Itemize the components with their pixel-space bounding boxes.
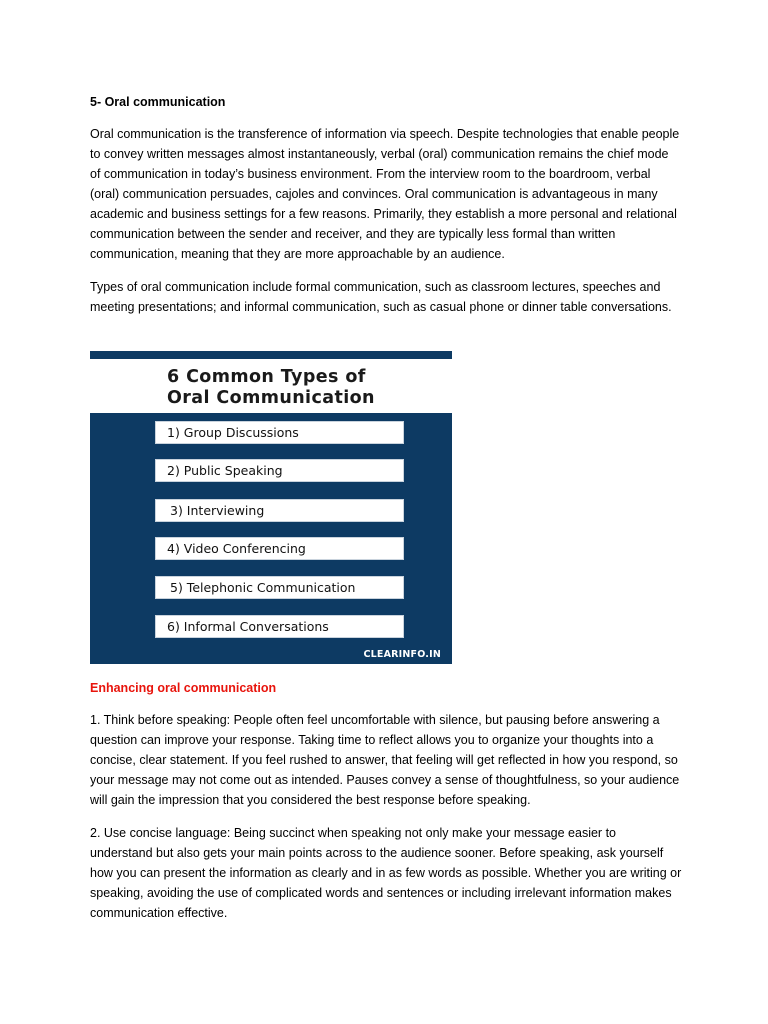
infographic-header	[90, 359, 452, 413]
intro-paragraph: Oral communication is the transference of information via speech. Despite technologies that enable people to convey written messages almost instantaneously, verbal (oral) communication remains the chief mode of communication in today’s business environment. From the interview room to the boardroom, verbal (oral) communication persuades, cajoles and convinces. Oral communication is advantageous in many academic and business settings for a few reasons. Primarily, they establish a more personal and relational communication between the sender and receiver, and they are typically less formal than written communication, meaning that they are more approachable by an audience.	[90, 127, 680, 261]
enhancing-heading: Enhancing oral communication	[90, 681, 277, 695]
infographic-item-telephonic-communication: 5) Telephonic Communication	[155, 576, 404, 599]
infographic-item-interviewing: 3) Interviewing	[155, 499, 404, 522]
infographic-title	[167, 367, 437, 409]
infographic-item-video-conferencing: 4) Video Conferencing	[155, 537, 404, 560]
oral-communication-types-infographic	[90, 351, 452, 664]
infographic-item-informal-conversations: 6) Informal Conversations	[155, 615, 404, 638]
infographic-item-public-speaking: 2) Public Speaking	[155, 459, 404, 482]
infographic-brand-watermark: CLEARINFO.IN	[363, 649, 441, 660]
section-heading: 5- Oral communication	[90, 95, 226, 109]
infographic-title-line-1: 6 Common Types of	[167, 367, 366, 387]
infographic-item-group-discussions: 1) Group Discussions	[155, 421, 404, 444]
infographic-title-line-2: Oral Communication	[167, 388, 375, 408]
tip-think-before-speaking: 1. Think before speaking: People often feel uncomfortable with silence, but pausing before answering a question can improve your response. Taking time to reflect allows you to organize your thoughts into a concise, clear statement. If you feel rushed to answer, that feeling will get reflected in how you respond, so your message may not come out as intended. Pauses convey a sense of thoughtfulness, so your audience will gain the impression that you considered the best response before speaking.	[90, 713, 680, 807]
tip-use-concise-language: 2. Use concise language: Being succinct when speaking not only make your message easier to understand but also gets your main points across to the audience sooner. Before speaking, ask yourself how you can present the information as clearly and in as few words as possible. Whether you are writing or speaking, avoiding the use of complicated words and sentences or including irrelevant information makes communication effective.	[90, 826, 682, 920]
types-paragraph: Types of oral communication include formal communication, such as classroom lectures, speeches and meeting presentations; and informal communication, such as casual phone or dinner table conversations.	[90, 280, 672, 314]
